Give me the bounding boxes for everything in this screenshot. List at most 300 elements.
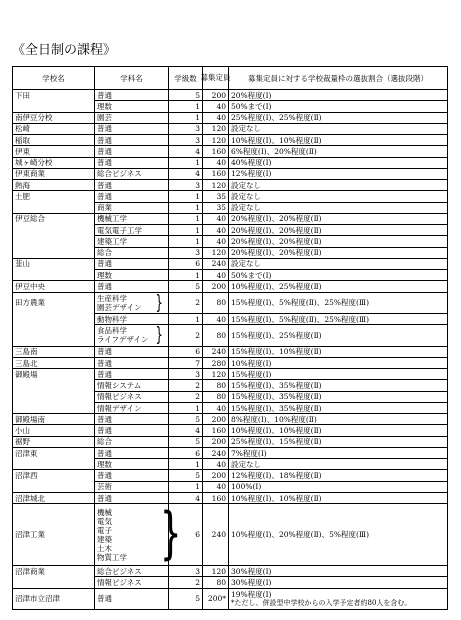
- table-row: [13, 179, 447, 190]
- header-capacity: 募集定員: [203, 67, 229, 89]
- cell-capacity: 120: [203, 368, 229, 379]
- table-row: [13, 346, 447, 357]
- cell-capacity: 40: [203, 458, 229, 469]
- cell-school: [13, 313, 95, 324]
- dept-name: 商業: [97, 203, 112, 213]
- ratio-text: 15%程度(Ⅰ)、10%程度(Ⅱ): [231, 347, 322, 357]
- table-row: [13, 123, 447, 134]
- table-row: [13, 481, 447, 492]
- cell-school: 御殿場南: [13, 413, 95, 424]
- cell-capacity: 40: [203, 269, 229, 280]
- dept-name: 普通: [97, 135, 112, 145]
- ratio-text: 20%程度(Ⅰ)、20%程度(Ⅱ): [231, 248, 322, 258]
- cell-classes: 6: [169, 503, 203, 565]
- dept-name: 普通: [97, 259, 112, 269]
- cell-classes: 3: [169, 368, 203, 379]
- dept-name: 普通: [97, 191, 112, 201]
- cell-ratio: [229, 368, 447, 379]
- ratio-text: 15%程度(Ⅰ)、5%程度(Ⅱ)、25%程度(Ⅲ): [231, 298, 370, 308]
- ratio-text: 8%程度(Ⅰ)、10%程度(Ⅱ): [231, 414, 317, 424]
- ratio-text: 50%まで(Ⅰ): [231, 101, 272, 111]
- table-row: [13, 224, 447, 235]
- table-row: [13, 157, 447, 168]
- ratio-text: 100%(Ⅰ): [231, 482, 262, 492]
- dept-name: 園芸デザイン: [97, 302, 142, 312]
- cell-school: [13, 324, 95, 345]
- dept-name: 普通: [97, 594, 112, 604]
- table-row: [13, 357, 447, 368]
- cell-ratio: [229, 145, 447, 156]
- table-row: [13, 313, 447, 324]
- cell-classes: 1: [169, 402, 203, 413]
- table-row: [13, 134, 447, 145]
- dept-name: 情報ビジネス: [97, 577, 142, 587]
- dept-name: 動物科学: [97, 314, 127, 324]
- cell-capacity: 200: [203, 413, 229, 424]
- cell-capacity: 80: [203, 391, 229, 402]
- cell-ratio: [229, 413, 447, 424]
- ratio-text: 設定なし: [231, 124, 261, 134]
- cell-ratio: [229, 402, 447, 413]
- dept-name: 電子: [97, 525, 112, 535]
- table-row: [13, 565, 447, 576]
- cell-classes: 4: [169, 168, 203, 179]
- ratio-text: 15%程度(Ⅰ): [231, 369, 272, 379]
- cell-capacity: 40: [203, 213, 229, 224]
- ratio-text: 25%程度(Ⅰ)、15%程度(Ⅱ): [231, 437, 322, 447]
- cell-classes: 3: [169, 123, 203, 134]
- cell-dept: [95, 100, 169, 111]
- cell-dept: [95, 179, 169, 190]
- cell-ratio: [229, 235, 447, 246]
- ratio-text: 10%程度(Ⅰ)、20%程度(Ⅱ)、5%程度(Ⅲ): [231, 530, 370, 540]
- cell-ratio: [229, 292, 447, 313]
- dept-name: 総合: [97, 437, 112, 447]
- ratio-note: *ただし、併設型中学校からの入学予定者約80人を含む。: [231, 598, 412, 607]
- cell-school: 稲取: [13, 134, 95, 145]
- ratio-text: 10%程度(Ⅰ)、10%程度(Ⅱ): [231, 493, 322, 503]
- cell-school: 伊東: [13, 145, 95, 156]
- ratio-text: 10%程度(Ⅰ): [231, 358, 272, 368]
- cell-ratio: [229, 481, 447, 492]
- cell-capacity: 40: [203, 100, 229, 111]
- table-row: [13, 492, 447, 503]
- cell-school: 田方農業: [13, 292, 95, 313]
- cell-dept: [95, 391, 169, 402]
- cell-dept: [95, 588, 169, 609]
- table-row: [13, 379, 447, 390]
- table-row: [13, 436, 447, 447]
- cell-capacity: 40: [203, 112, 229, 123]
- cell-capacity: 160: [203, 145, 229, 156]
- cell-classes: 4: [169, 424, 203, 435]
- table-header-row: [13, 67, 447, 89]
- table-row: [13, 503, 447, 565]
- cell-capacity: 240: [203, 346, 229, 357]
- cell-capacity: 160: [203, 492, 229, 503]
- ratio-text: 15%程度(Ⅰ)、25%程度(Ⅱ): [231, 330, 322, 340]
- dept-name: 普通: [97, 414, 112, 424]
- cell-dept: [95, 112, 169, 123]
- cell-capacity: 40: [203, 313, 229, 324]
- ratio-text: 12%程度(Ⅰ)、18%程度(Ⅱ): [231, 471, 322, 481]
- cell-capacity: 80: [203, 292, 229, 313]
- table-row: [13, 368, 447, 379]
- dept-name: 普通: [97, 448, 112, 458]
- ratio-text: 設定なし: [231, 191, 261, 201]
- ratio-text: 10%程度(Ⅰ)、25%程度(Ⅱ): [231, 281, 322, 291]
- table-row: [13, 424, 447, 435]
- cell-school: 松崎: [13, 123, 95, 134]
- cell-ratio: [229, 157, 447, 168]
- cell-capacity: 120: [203, 565, 229, 576]
- cell-capacity: 40: [203, 157, 229, 168]
- dept-name: 物質工学: [97, 552, 127, 562]
- table-row: [13, 213, 447, 224]
- cell-classes: 1: [169, 224, 203, 235]
- cell-ratio: [229, 576, 447, 587]
- cell-school: [13, 481, 95, 492]
- header-ratio: 募集定員に対する学校裁量枠の選抜割合（選抜段階）: [248, 73, 428, 83]
- cell-capacity: 240: [203, 447, 229, 458]
- cell-classes: 1: [169, 458, 203, 469]
- cell-capacity: 120: [203, 134, 229, 145]
- dept-name: 普通: [97, 347, 112, 357]
- cell-capacity: 35: [203, 202, 229, 213]
- cell-school: 沼津西: [13, 469, 95, 480]
- cell-classes: 1: [169, 235, 203, 246]
- table-row: [13, 576, 447, 587]
- cell-dept: [95, 379, 169, 390]
- cell-capacity: 40: [203, 235, 229, 246]
- cell-ratio: [229, 213, 447, 224]
- cell-capacity: 120: [203, 179, 229, 190]
- cell-classes: 6: [169, 447, 203, 458]
- cell-school: [13, 269, 95, 280]
- cell-school: [13, 235, 95, 246]
- cell-capacity: 80: [203, 324, 229, 345]
- cell-dept: [95, 424, 169, 435]
- cell-capacity: 40: [203, 402, 229, 413]
- cell-school: [13, 202, 95, 213]
- dept-name: 普通: [97, 426, 112, 436]
- cell-ratio: [229, 565, 447, 576]
- cell-dept: [95, 247, 169, 258]
- cell-school: [13, 402, 95, 413]
- table-row: [13, 292, 447, 313]
- cell-classes: 5: [169, 413, 203, 424]
- cell-dept: [95, 357, 169, 368]
- cell-dept: [95, 168, 169, 179]
- cell-school: 御殿場: [13, 368, 95, 379]
- cell-capacity: 80: [203, 379, 229, 390]
- cell-ratio: [229, 346, 447, 357]
- cell-classes: 5: [169, 436, 203, 447]
- cell-dept: [95, 190, 169, 201]
- ratio-text: 15%程度(Ⅰ)、35%程度(Ⅱ): [231, 403, 322, 413]
- cell-classes: 5: [169, 89, 203, 100]
- dept-name: 普通: [97, 180, 112, 190]
- cell-capacity: 240: [203, 258, 229, 269]
- dept-name: 総合: [97, 248, 112, 258]
- ratio-text: 20%程度(Ⅰ): [231, 90, 272, 100]
- page-heading: 《全日制の課程》: [12, 43, 117, 58]
- table-row: [13, 588, 447, 609]
- cell-dept: [95, 224, 169, 235]
- table-row: [13, 447, 447, 458]
- cell-dept: [95, 503, 169, 565]
- header-dept: 学科名: [95, 67, 169, 89]
- ratio-text: 15%程度(Ⅰ)、5%程度(Ⅱ)、25%程度(Ⅲ): [231, 314, 370, 324]
- cell-capacity: 120: [203, 123, 229, 134]
- cell-capacity: 160: [203, 168, 229, 179]
- dept-name: 情報ビジネス: [97, 392, 142, 402]
- cell-school: 三島北: [13, 357, 95, 368]
- table-row: [13, 413, 447, 424]
- cell-school: 三島南: [13, 346, 95, 357]
- cell-school: [13, 458, 95, 469]
- cell-ratio: [229, 324, 447, 345]
- table-row: [13, 402, 447, 413]
- cell-school: 裾野: [13, 436, 95, 447]
- cell-classes: 1: [169, 481, 203, 492]
- cell-school: 沼津東: [13, 447, 95, 458]
- dept-name: 理数: [97, 270, 112, 280]
- cell-dept: [95, 458, 169, 469]
- cell-dept: [95, 402, 169, 413]
- cell-ratio: [229, 447, 447, 458]
- cell-classes: 3: [169, 179, 203, 190]
- cell-school: 沼津城北: [13, 492, 95, 503]
- cell-ratio: [229, 492, 447, 503]
- dept-name: 機械工学: [97, 214, 127, 224]
- cell-ratio: [229, 134, 447, 145]
- table-row: [13, 190, 447, 201]
- cell-ratio: [229, 424, 447, 435]
- cell-capacity: 40: [203, 224, 229, 235]
- cell-dept: [95, 235, 169, 246]
- cell-school: 熱海: [13, 179, 95, 190]
- cell-classes: 1: [169, 202, 203, 213]
- cell-classes: 1: [169, 157, 203, 168]
- dept-name: 総合ビジネス: [97, 566, 142, 576]
- cell-school: 韮山: [13, 258, 95, 269]
- cell-school: 城ヶ崎分校: [13, 157, 95, 168]
- cell-dept: [95, 576, 169, 587]
- table-row: [13, 100, 447, 111]
- cell-dept: [95, 565, 169, 576]
- ratio-text: 50%まで(Ⅰ): [231, 270, 272, 280]
- cell-classes: 1: [169, 190, 203, 201]
- header-school: 学校名: [13, 67, 95, 89]
- table-row: [13, 269, 447, 280]
- ratio-text: 設定なし: [231, 203, 261, 213]
- table-row: [13, 258, 447, 269]
- cell-dept: [95, 447, 169, 458]
- cell-ratio: [229, 379, 447, 390]
- cell-dept: [95, 269, 169, 280]
- cell-classes: 2: [169, 292, 203, 313]
- cell-dept: [95, 469, 169, 480]
- dept-name: 園芸: [97, 113, 112, 123]
- ratio-text: 12%程度(Ⅰ): [231, 169, 272, 179]
- cell-school: 下田: [13, 89, 95, 100]
- cell-ratio: [229, 100, 447, 111]
- cell-dept: [95, 492, 169, 503]
- dept-name: 情報デザイン: [97, 403, 142, 413]
- cell-ratio: [229, 89, 447, 100]
- dept-name: 理数: [97, 101, 112, 111]
- cell-classes: 2: [169, 324, 203, 345]
- cell-school: [13, 100, 95, 111]
- cell-capacity: 35: [203, 190, 229, 201]
- cell-capacity: 200: [203, 469, 229, 480]
- cell-ratio: [229, 123, 447, 134]
- cell-dept: [95, 123, 169, 134]
- ratio-text: 設定なし: [231, 459, 261, 469]
- dept-name: 普通: [97, 493, 112, 503]
- dept-name: 芸術: [97, 482, 112, 492]
- cell-ratio: [229, 588, 447, 609]
- cell-school: [13, 247, 95, 258]
- brace-mark: }: [160, 501, 182, 567]
- dept-name: 普通: [97, 471, 112, 481]
- cell-school: 伊東商業: [13, 168, 95, 179]
- cell-classes: 3: [169, 247, 203, 258]
- cell-classes: 1: [169, 112, 203, 123]
- cell-dept: [95, 134, 169, 145]
- cell-classes: 1: [169, 213, 203, 224]
- table-row: [13, 469, 447, 480]
- ratio-text: 20%程度(Ⅰ)、20%程度(Ⅱ): [231, 225, 322, 235]
- cell-capacity: 80: [203, 576, 229, 587]
- dept-name: 普通: [97, 369, 112, 379]
- cell-ratio: [229, 391, 447, 402]
- dept-name: 総合ビジネス: [97, 169, 142, 179]
- cell-ratio: [229, 458, 447, 469]
- cell-capacity: 120: [203, 247, 229, 258]
- cell-ratio: [229, 357, 447, 368]
- cell-dept: [95, 481, 169, 492]
- cell-ratio: [229, 247, 447, 258]
- table-row: [13, 89, 447, 100]
- ratio-text: 30%程度(Ⅰ): [231, 566, 272, 576]
- cell-classes: 7: [169, 357, 203, 368]
- brace-mark: }: [155, 290, 163, 314]
- cell-classes: 1: [169, 100, 203, 111]
- table-row: [13, 280, 447, 291]
- cell-classes: 4: [169, 145, 203, 156]
- cell-capacity: 280: [203, 357, 229, 368]
- cell-ratio: [229, 202, 447, 213]
- cell-dept: [95, 202, 169, 213]
- cell-ratio: [229, 469, 447, 480]
- dept-name: 普通: [97, 124, 112, 134]
- cell-classes: 2: [169, 391, 203, 402]
- cell-school: [13, 379, 95, 390]
- cell-classes: 1: [169, 269, 203, 280]
- cell-school: 伊豆中央: [13, 280, 95, 291]
- cell-school: 沼津工業: [13, 503, 95, 565]
- cell-capacity: 40: [203, 481, 229, 492]
- cell-ratio: [229, 224, 447, 235]
- dept-name: 建築: [97, 534, 112, 544]
- dept-name: 建築工学: [97, 236, 127, 246]
- cell-school: 伊豆総合: [13, 213, 95, 224]
- cell-ratio: [229, 168, 447, 179]
- ratio-text: 10%程度(Ⅰ)、10%程度(Ⅱ): [231, 135, 322, 145]
- cell-ratio: [229, 436, 447, 447]
- cell-school: 小山: [13, 424, 95, 435]
- table-row: [13, 112, 447, 123]
- ratio-text: 設定なし: [231, 180, 261, 190]
- ratio-text: 30%程度(Ⅰ): [231, 577, 272, 587]
- ratio-text: 設定なし: [231, 259, 261, 269]
- cell-classes: 3: [169, 134, 203, 145]
- ratio-text: 25%程度(Ⅰ)、25%程度(Ⅱ): [231, 113, 322, 123]
- dept-name: ライフデザイン: [97, 335, 149, 345]
- cell-classes: 2: [169, 379, 203, 390]
- cell-capacity: 200: [203, 280, 229, 291]
- cell-ratio: [229, 503, 447, 565]
- table-row: [13, 324, 447, 345]
- cell-classes: 6: [169, 258, 203, 269]
- cell-dept: [95, 157, 169, 168]
- cell-dept: [95, 413, 169, 424]
- cell-dept: [95, 89, 169, 100]
- dept-name: 機械: [97, 507, 112, 517]
- cell-ratio: [229, 112, 447, 123]
- dept-name: 生産科学: [97, 293, 127, 303]
- dept-name: 普通: [97, 90, 112, 100]
- dept-name: 普通: [97, 158, 112, 168]
- dept-name: 普通: [97, 146, 112, 156]
- header-classes: 学級数: [169, 67, 203, 89]
- cell-classes: 1: [169, 313, 203, 324]
- dept-name: 情報システム: [97, 381, 142, 390]
- ratio-text: 15%程度(Ⅰ)、35%程度(Ⅱ): [231, 392, 322, 402]
- cell-ratio: [229, 258, 447, 269]
- cell-capacity: 160: [203, 424, 229, 435]
- ratio-text: 19%程度(Ⅰ): [231, 589, 272, 599]
- cell-school: 土肥: [13, 190, 95, 201]
- table-row: [13, 202, 447, 213]
- cell-ratio: [229, 179, 447, 190]
- cell-classes: 3: [169, 565, 203, 576]
- dept-name: 普通: [97, 281, 112, 291]
- cell-capacity: 200: [203, 89, 229, 100]
- cell-dept: [95, 368, 169, 379]
- cell-school: 南伊豆分校: [13, 112, 95, 123]
- brace-mark: }: [155, 323, 163, 347]
- cell-dept: [95, 346, 169, 357]
- cell-capacity: 200: [203, 436, 229, 447]
- cell-capacity: 240: [203, 503, 229, 565]
- cell-dept: [95, 145, 169, 156]
- cell-dept: [95, 213, 169, 224]
- dept-name: 食品科学: [97, 326, 127, 336]
- table-row: [13, 235, 447, 246]
- ratio-text: 10%程度(Ⅰ)、10%程度(Ⅱ): [231, 426, 322, 436]
- cell-classes: 2: [169, 576, 203, 587]
- cell-dept: [95, 436, 169, 447]
- cell-classes: 5: [169, 280, 203, 291]
- dept-name: 電気電子工学: [97, 225, 142, 235]
- ratio-text: 40%程度(Ⅰ): [231, 158, 272, 168]
- cell-school: [13, 391, 95, 402]
- table-row: [13, 458, 447, 469]
- ratio-text: 7%程度(Ⅰ): [231, 448, 267, 458]
